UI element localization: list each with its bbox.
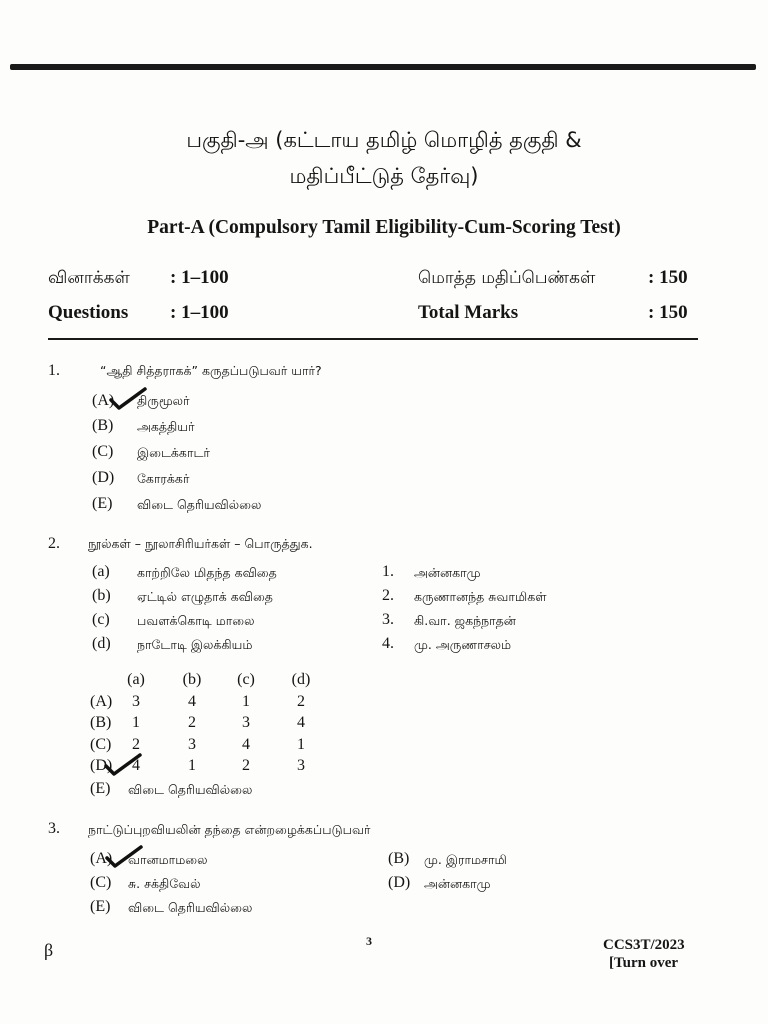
q1-option-b-text: அகத்தியர் (137, 419, 195, 434)
grid-cell: 1 (242, 693, 250, 710)
grid-cell: 4 (188, 693, 196, 710)
grid-cell: 2 (188, 714, 196, 731)
q2-left-a-label: (a) (92, 563, 110, 580)
q1-option-d-label[interactable]: (D) (92, 469, 115, 486)
grid-cell: 3 (297, 757, 305, 774)
q2-right-4-label: 4. (382, 635, 394, 652)
q3-option-c-label[interactable]: (C) (90, 874, 112, 891)
q2-right-4-text: மு. அருணாசலம் (414, 637, 512, 652)
section-rule (48, 338, 698, 340)
q3-option-e-label[interactable]: (E) (90, 898, 111, 915)
q2-left-d-text: நாடோடி இலக்கியம் (137, 637, 253, 652)
q2-right-1-text: அன்னகாமு (414, 565, 481, 580)
grid-cell: 3 (242, 714, 250, 731)
question-1-number: 1. (48, 362, 60, 379)
footer-symbol: β (44, 940, 54, 960)
q2-right-2-text: கருணானந்த சுவாமிகள் (414, 589, 547, 604)
question-2-text: நூல்கள் – நூலாசிரியர்கள் – பொருத்துக. (88, 536, 313, 551)
q2-left-c-label: (c) (92, 611, 110, 628)
questions-value-en: : 1–100 (170, 302, 229, 323)
total-label-en: Total Marks (418, 302, 519, 323)
q3-option-c-text: சு. சக்திவேல் (128, 876, 201, 891)
grid-cell: 1 (297, 736, 305, 753)
question-3-text: நாட்டுப்புறவியலின் தந்தை என்றழைக்கப்படுபவர் (88, 822, 371, 837)
q2-right-3-text: கி.வா. ஜகந்நாதன் (414, 613, 516, 628)
q1-option-c-text: இடைக்காடர் (137, 445, 210, 460)
questions-label-en: Questions (48, 302, 129, 323)
q2-option-b-label[interactable]: (B) (90, 714, 112, 731)
q1-option-a-text: திருமூலர் (137, 393, 190, 408)
q1-option-e-text: விடை தெரியவில்லை (137, 497, 262, 512)
q2-answer-tick-icon (103, 752, 143, 778)
questions-value-ta: : 1–100 (170, 267, 229, 288)
q1-option-d-text: கோரக்கர் (137, 471, 190, 486)
total-value-ta: : 150 (648, 267, 688, 288)
grid-header-a: (a) (127, 671, 145, 688)
q3-answer-tick-icon (104, 844, 144, 870)
q3-option-a-text: வானமாமலை (128, 852, 208, 867)
grid-header-d: (d) (291, 671, 311, 688)
questions-label-ta: வினாக்கள் (48, 268, 130, 288)
q2-option-a-label[interactable]: (A) (90, 693, 113, 710)
q2-left-c-text: பவளக்கொடி மாலை (137, 613, 255, 628)
grid-cell: 3 (188, 736, 196, 753)
q2-right-1-label: 1. (382, 563, 394, 580)
question-3-number: 3. (48, 820, 60, 837)
q1-option-c-label[interactable]: (C) (92, 443, 114, 460)
q3-option-b-label[interactable]: (B) (388, 850, 410, 867)
q2-option-c-label[interactable]: (C) (90, 736, 112, 753)
q2-option-e-text: விடை தெரியவில்லை (128, 782, 253, 797)
turn-over-note: [Turn over (609, 955, 679, 971)
grid-cell: 1 (132, 714, 140, 731)
question-2-number: 2. (48, 535, 60, 552)
q1-option-b-label[interactable]: (B) (92, 417, 114, 434)
top-rule (10, 64, 756, 70)
tamil-title-line2: மதிப்பீட்டுத் தேர்வு) (289, 164, 479, 188)
q2-left-a-text: காற்றிலே மிதந்த கவிதை (137, 565, 277, 580)
tamil-title-line1: பகுதி-அ (கட்டாய தமிழ் மொழித் தகுதி & (186, 128, 582, 152)
grid-cell: 1 (188, 757, 196, 774)
q2-option-e-label[interactable]: (E) (90, 780, 111, 797)
q2-left-d-label: (d) (92, 635, 111, 652)
q2-right-2-label: 2. (382, 587, 394, 604)
grid-cell: 4 (132, 757, 140, 774)
total-label-ta: மொத்த மதிப்பெண்கள் (418, 268, 596, 288)
q3-option-d-label[interactable]: (D) (388, 874, 411, 891)
grid-cell: 4 (242, 736, 250, 753)
grid-header-b: (b) (182, 671, 202, 688)
q3-option-a-label[interactable]: (A) (90, 850, 113, 867)
q1-option-a-label[interactable]: (A) (92, 392, 115, 409)
grid-cell: 2 (132, 736, 140, 753)
q3-option-e-text: விடை தெரியவில்லை (128, 900, 253, 915)
page-number: 3 (366, 934, 372, 948)
grid-cell: 4 (297, 714, 305, 731)
grid-cell: 3 (132, 693, 140, 710)
q3-option-b-text: மு. இராமசாமி (424, 852, 507, 867)
english-title: Part-A (Compulsory Tamil Eligibility-Cum-Scoring Test) (147, 217, 621, 238)
q2-right-3-label: 3. (382, 611, 394, 628)
q2-option-d-label[interactable]: (D) (90, 757, 113, 774)
total-value-en: : 150 (648, 302, 688, 323)
q3-option-d-text: அன்னகாமு (424, 876, 491, 891)
q2-left-b-label: (b) (92, 587, 111, 604)
q2-left-b-text: ஏட்டில் எழுதாக் கவிதை (137, 589, 273, 604)
q1-option-e-label[interactable]: (E) (92, 495, 113, 512)
grid-cell: 2 (242, 757, 250, 774)
q1-answer-tick-icon (108, 386, 148, 412)
grid-header-c: (c) (237, 671, 255, 688)
question-1-text: “ஆதி சித்தராகக்” கருதப்படுபவர் யார்? (100, 363, 322, 378)
grid-cell: 2 (297, 693, 305, 710)
paper-code: CCS3T/2023 (603, 937, 685, 953)
